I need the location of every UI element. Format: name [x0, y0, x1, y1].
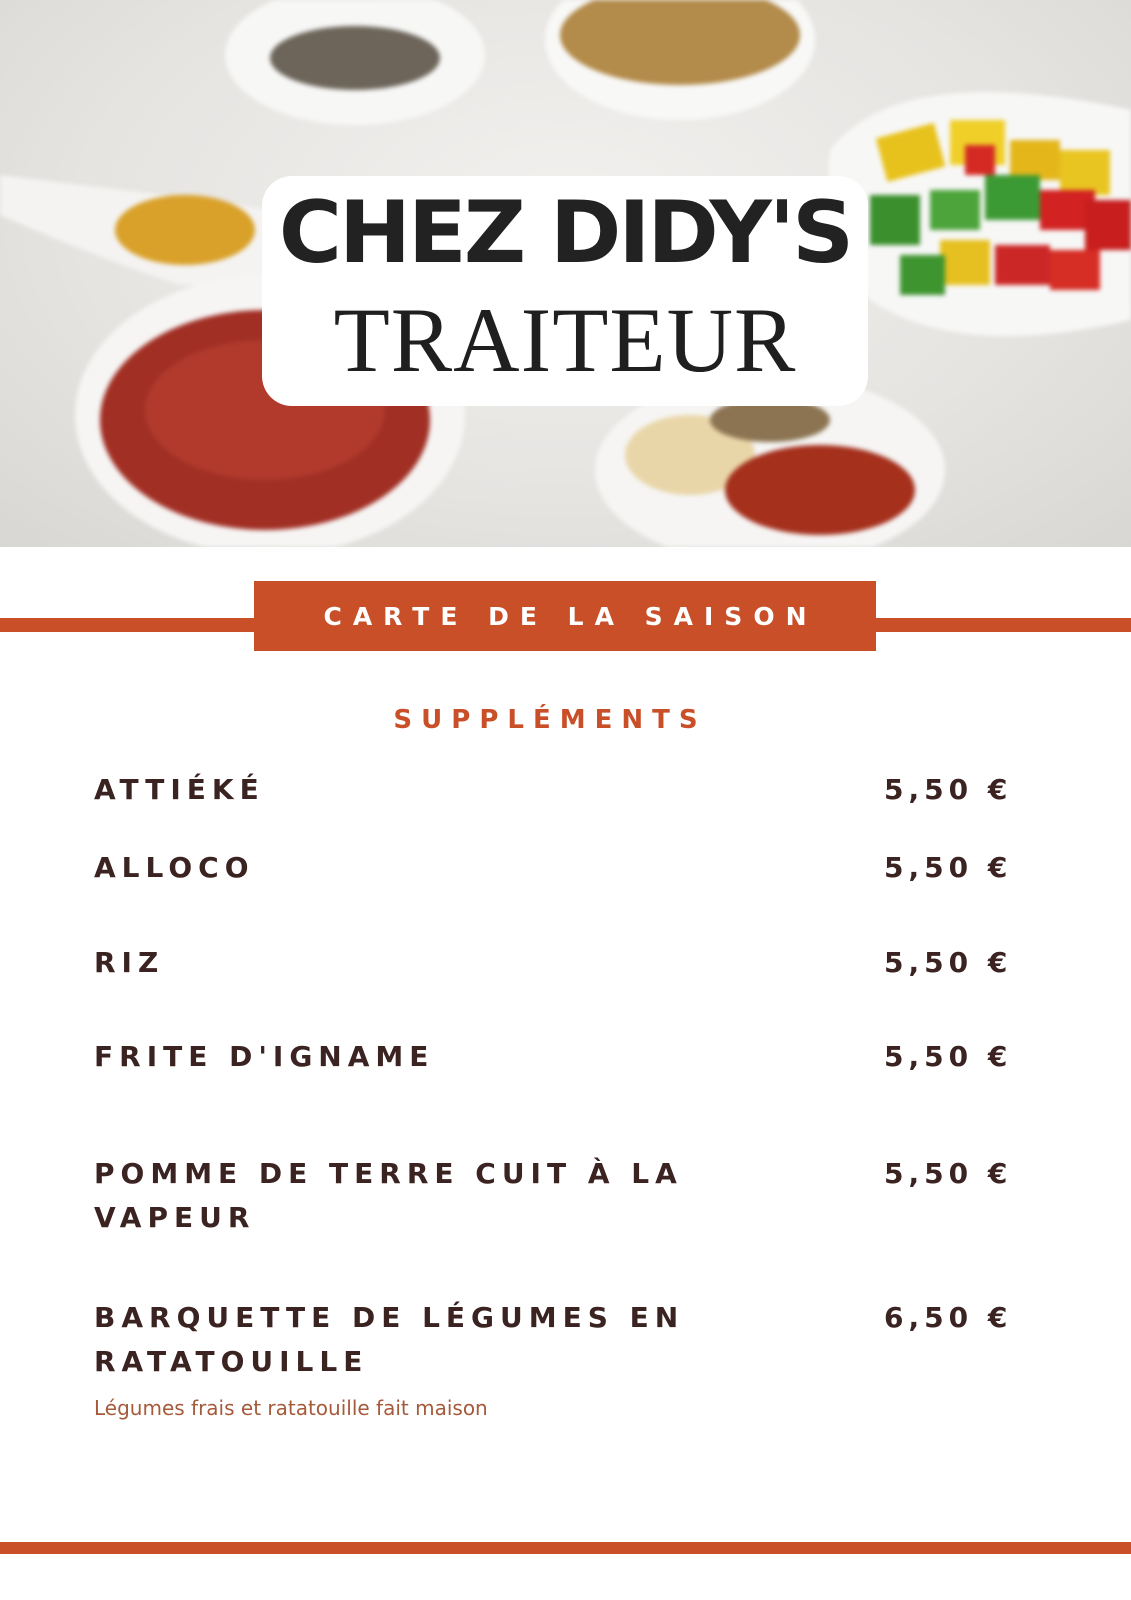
item-description: Légumes frais et ratatouille fait maison	[94, 1396, 488, 1420]
item-price: 5,50 €	[884, 773, 1013, 806]
hero-photo	[0, 0, 1131, 547]
item-name: ALLOCO	[94, 851, 255, 884]
item-price: 6,50 €	[884, 1301, 1013, 1334]
restaurant-name: CHEZ DIDY'S	[278, 183, 852, 283]
section-title: SUPPLÉMENTS	[393, 705, 707, 735]
restaurant-subtitle: TRAITEUR	[333, 289, 797, 391]
item-name: RIZ	[94, 946, 165, 979]
title-card	[262, 176, 868, 406]
item-name: BARQUETTE DE LÉGUMES EN RATATOUILLE	[94, 1301, 685, 1378]
item-price: 5,50 €	[884, 851, 1013, 884]
item-name: ATTIÉKÉ	[94, 773, 265, 806]
item-name: POMME DE TERRE CUIT À LA VAPEUR	[94, 1157, 683, 1234]
item-price: 5,50 €	[884, 1157, 1013, 1190]
item-name: FRITE D'IGNAME	[94, 1040, 435, 1073]
item-price: 5,50 €	[884, 946, 1013, 979]
season-banner: CARTE DE LA SAISON	[254, 581, 876, 651]
footer-line	[0, 1542, 1131, 1554]
item-price: 5,50 €	[884, 1040, 1013, 1073]
